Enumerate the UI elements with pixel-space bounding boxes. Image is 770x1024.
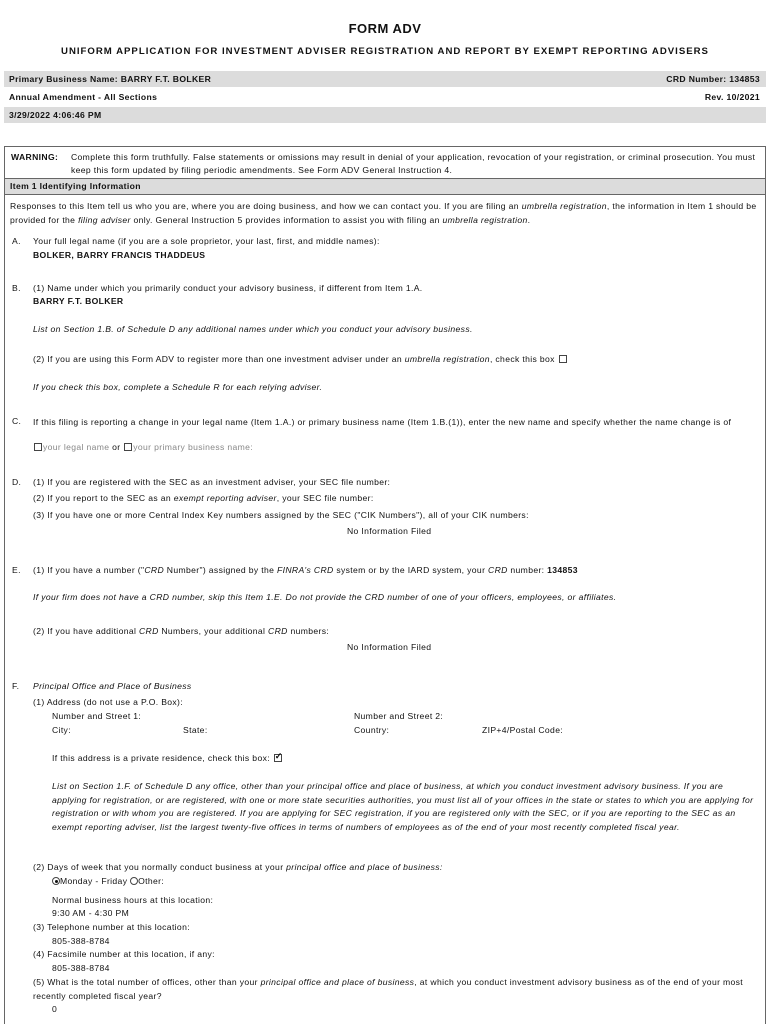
timestamp: 3/29/2022 4:06:46 PM [9, 110, 102, 120]
section-b-q2: (2) If you are using this Form ADV to register more than one investment adviser under an umbrella registration, check this box [33, 354, 568, 364]
header-row-business [4, 71, 766, 87]
additional-crd-no-info: No Information Filed [347, 642, 432, 652]
crd-value: 134853 [547, 565, 578, 575]
section-e-note: If your firm does not have a CRD number, skip this Item 1.E. Do not provide the CRD number of one of your officers, employees, or affiliates. [33, 592, 617, 602]
section-c-letter: C. [12, 416, 22, 426]
section-d-letter: D. [12, 477, 22, 487]
header-row-timestamp [4, 107, 766, 123]
section-b-letter: B. [12, 283, 21, 293]
section-e-q1: (1) If you have a number ("CRD Number") assigned by the FINRA's CRD system or by the IARD system, your CRD number: 134853 [33, 565, 578, 575]
section-d-q2: (2) If you report to the SEC as an exempt reporting adviser, your SEC file number: [33, 493, 374, 503]
other-days-radio[interactable] [130, 877, 138, 885]
legal-name-change-checkbox[interactable] [34, 443, 42, 451]
monday-friday-radio[interactable] [52, 877, 60, 885]
section-a-letter: A. [12, 236, 21, 246]
warning-box [4, 146, 766, 179]
section-f-q1: (1) Address (do not use a P.O. Box): [33, 697, 184, 707]
section-f-heading: Principal Office and Place of Business [33, 681, 192, 691]
warning-text: Complete this form truthfully. False statements or omissions may result in denial of your application, revocation of your registration, or criminal prosecution. You must keep this form updated by filing periodic amendments. See Form ADV General Instruction 4. [71, 152, 756, 175]
section-f-q4: (4) Facsimile number at this location, if any: [33, 949, 215, 959]
section-f-q2: (2) Days of week that you normally conduct business at your principal office and place of business: [33, 862, 443, 872]
fax-value: 805-388-8784 [52, 963, 110, 973]
section-c-question: If this filing is reporting a change in your legal name (Item 1.A.) or primary business name (Item 1.B.(1)), enter the new name and specify whether the name change is of [33, 417, 732, 427]
business-name-change-checkbox[interactable] [124, 443, 132, 451]
section-e-letter: E. [12, 565, 21, 575]
section-d-q1: (1) If you are registered with the SEC as an investment adviser, your SEC file number: [33, 477, 391, 487]
section-f-q5: (5) What is the total number of offices, other than your principal office and place of business, at which you conduct investment advisory business as of the end of your most recently completed fiscal year? [33, 977, 744, 1001]
warning-label: WARNING: [11, 152, 59, 162]
street1-label: Number and Street 1: [52, 711, 142, 721]
section-b-note2: If you check this box, complete a Schedule R for each relying adviser. [33, 382, 323, 392]
hours-label: Normal business hours at this location: [52, 895, 214, 905]
section-f-q3: (3) Telephone number at this location: [33, 922, 190, 932]
item1-heading: Item 1 Identifying Information [4, 179, 766, 194]
business-name-value: BARRY F.T. BOLKER [33, 296, 124, 306]
crd-number: CRD Number: 134853 [666, 74, 760, 84]
offices-value: 0 [52, 1004, 58, 1014]
section-a-question: Your full legal name (if you are a sole proprietor, your last, first, and middle names): [33, 236, 380, 246]
umbrella-checkbox[interactable] [559, 355, 567, 363]
street2-label: Number and Street 2: [354, 711, 444, 721]
days-options: Monday - Friday Other: [52, 876, 164, 886]
section-f-note: List on Section 1.F. of Schedule D any office, other than your principal office and place of business, at which you conduct investment advisory business. If you are applying for registration, or are registered, with one or more state securities authorities, you must list all of your offices in the state or states to which you are applying for registration or with whom you are registered. If you are applying for SEC registration, if you are registered only with the SEC, or if you are reporting to the SEC as an exempt reporting adviser, list the largest twenty-five offices in terms of numbers of employees as of the end of your most recently completed fiscal year. [52, 781, 754, 832]
section-c-options: your legal name or your primary business name: [33, 442, 253, 452]
section-b-q1: (1) Name under which you primarily conduct your advisory business, if different from Item 1.A. [33, 283, 423, 293]
country-label: Country: [354, 725, 390, 735]
section-e-q2: (2) If you have additional CRD Numbers, your additional CRD numbers: [33, 626, 330, 636]
state-label: State: [183, 725, 208, 735]
zip-label: ZIP+4/Postal Code: [482, 725, 564, 735]
section-d-q3: (3) If you have one or more Central Index Key numbers assigned by the SEC ("CIK Numbers"), all of your CIK numbers: [33, 510, 529, 520]
section-f-letter: F. [12, 681, 20, 691]
cik-no-info: No Information Filed [347, 526, 432, 536]
form-title: FORM ADV [348, 21, 422, 36]
item1-intro: Responses to this Item tell us who you are, where you are doing business, and how we can contact you. If you are filing an umbrella registration, the information in Item 1 should be provided for the filing adviser only. General Instruction 5 provides information to assist you with filing an umbrella registration. [10, 201, 757, 225]
primary-business-name: Primary Business Name: BARRY F.T. BOLKER [9, 74, 212, 84]
hours-value: 9:30 AM - 4:30 PM [52, 908, 130, 918]
header-row-amendment [4, 89, 766, 105]
amendment-type: Annual Amendment - All Sections [9, 92, 158, 102]
private-residence-checkbox[interactable] [274, 754, 282, 762]
revision: Rev. 10/2021 [704, 92, 760, 102]
phone-value: 805-388-8784 [52, 936, 110, 946]
section-b-note1: List on Section 1.B. of Schedule D any additional names under which you conduct your advisory business. [33, 324, 473, 334]
city-label: City: [52, 725, 71, 735]
private-residence-row: If this address is a private residence, check this box: ✓ [52, 753, 283, 763]
legal-name-value: BOLKER, BARRY FRANCIS THADDEUS [33, 250, 206, 260]
form-subtitle: UNIFORM APPLICATION FOR INVESTMENT ADVISER REGISTRATION AND REPORT BY EXEMPT REPORTING ADVISERS [61, 46, 709, 57]
